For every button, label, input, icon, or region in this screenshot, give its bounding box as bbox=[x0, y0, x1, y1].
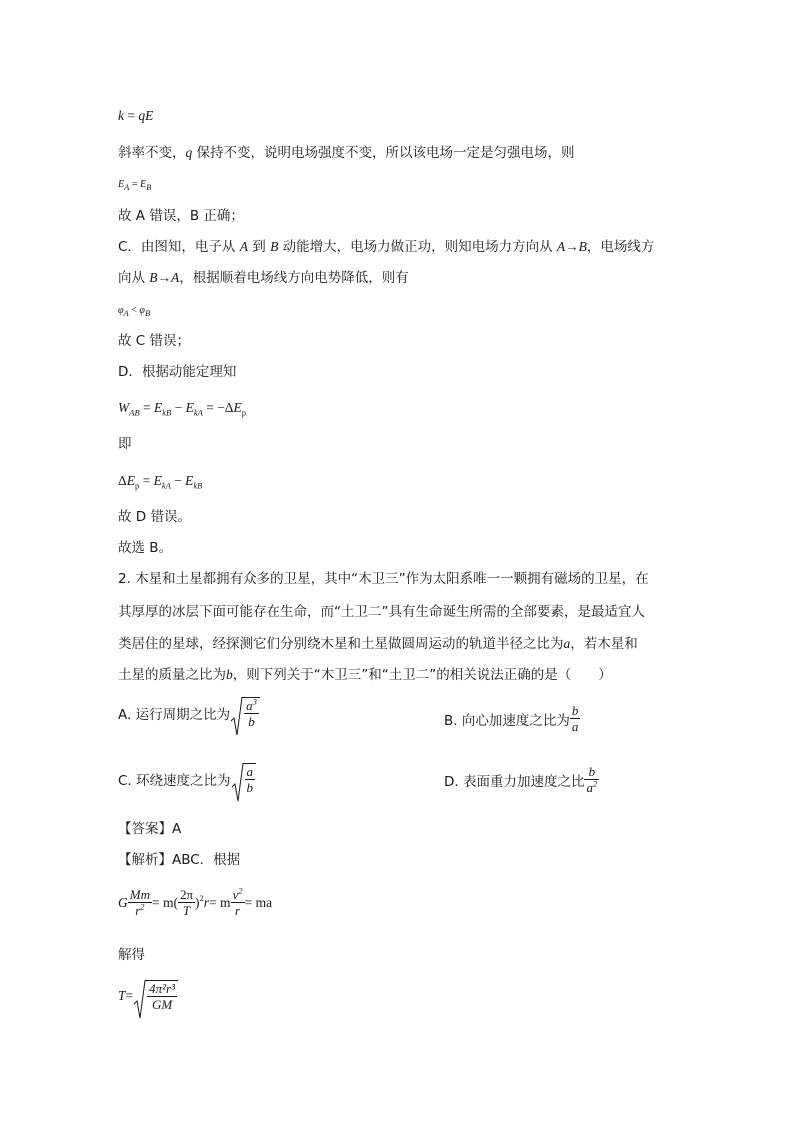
option-c[interactable] bbox=[118, 763, 256, 795]
text-choose-b: 故选 B。 bbox=[118, 540, 173, 556]
text-c-wrong: 故 C 错误； bbox=[118, 333, 191, 349]
option-d[interactable]: D. 表面重力加速度之比 $\frac{b}{a^2}$ bbox=[444, 764, 598, 795]
text-ji: 即 bbox=[118, 436, 132, 452]
equation-k: k = qE bbox=[118, 108, 154, 123]
equation-delta-ep: $\Delta E_p = E_{kA} - E_{kB}$ bbox=[118, 473, 203, 491]
answer-value: A bbox=[172, 821, 182, 837]
text-option-c-analysis: C．由图知，电子从 A 到 B 动能增大，电场力做正功，则知电场力方向从 A→B，电场线方 bbox=[118, 239, 655, 255]
equation-period: T = $\frac{\text{4π²r³}}{GM}$ bbox=[118, 980, 178, 1012]
answer-tag: 【答案】 bbox=[118, 821, 172, 837]
text-a-wrong-b-right: 故 A 错误，B 正确； bbox=[118, 208, 244, 224]
option-b-label: B. 向心加速度之比为 bbox=[444, 712, 570, 729]
equation-phi: $\varphi_A < \varphi_B$ bbox=[118, 305, 151, 318]
text-slope-unchanged: 斜率不变，q 保持不变，说明电场强度不变，所以该电场一定是匀强电场，则 bbox=[118, 145, 575, 161]
question-2-line-2: 其厚厚的冰层下面可能存在生命，而“土卫二”具有生命诞生所需的全部要素，是最适宜人 bbox=[118, 604, 645, 620]
text-jiede: 解得 bbox=[118, 947, 145, 963]
question-2-line-3: 类居住的星球，经探测它们分别绕木星和土星做圆周运动的轨道半径之比为a，若木星和 bbox=[118, 636, 638, 652]
sqrt-symbol: $\frac{a}{b}$ bbox=[231, 763, 257, 795]
question-2-line-1: 2. 木星和土星都拥有众多的卫星，其中“木卫三”作为太阳系唯一一颗拥有磁场的卫星，在 bbox=[118, 571, 649, 587]
option-d-label: D. 表面重力加速度之比 bbox=[444, 773, 585, 790]
analysis: 【解析】ABC．根据 bbox=[118, 852, 241, 868]
answer bbox=[118, 819, 181, 839]
text-d-wrong: 故 D 错误。 bbox=[118, 509, 191, 525]
equation-ea-eb: $E_A = E_B$ bbox=[118, 179, 152, 192]
option-c-label: C. 环绕速度之比为 bbox=[118, 773, 231, 789]
option-a[interactable] bbox=[118, 697, 260, 729]
equation-gravitation: G $\frac{Mm}{r^2}$ = m( $\frac{2\pi}{T}$ ) 2 r = m $\frac{v^2}{r}$ = ma bbox=[118, 885, 273, 918]
text-option-c-analysis-cont: 向从 B→A，根据顺着电场线方向电势降低，则有 bbox=[118, 270, 409, 286]
analysis-tag: 【解析】 bbox=[118, 852, 172, 868]
equation-work: $W_{AB} = E_{kB} - E_{kA} = -\Delta E_p$ bbox=[118, 400, 246, 418]
question-2-line-4: 土星的质量之比为b，则下列关于“木卫三”和“土卫二”的相关说法正确的是（ ） bbox=[118, 667, 612, 683]
text-option-d-analysis: D．根据动能定理知 bbox=[118, 364, 237, 380]
option-b[interactable]: B. 向心加速度之比为 $\frac{b}{a}$ bbox=[444, 703, 579, 734]
sqrt-symbol: $\frac{\text{4π²r³}}{GM}$ bbox=[133, 980, 178, 1012]
sqrt-symbol: $\frac{a^3}{b}$ bbox=[230, 697, 260, 729]
option-a-label: A. 运行周期之比为 bbox=[118, 707, 231, 723]
